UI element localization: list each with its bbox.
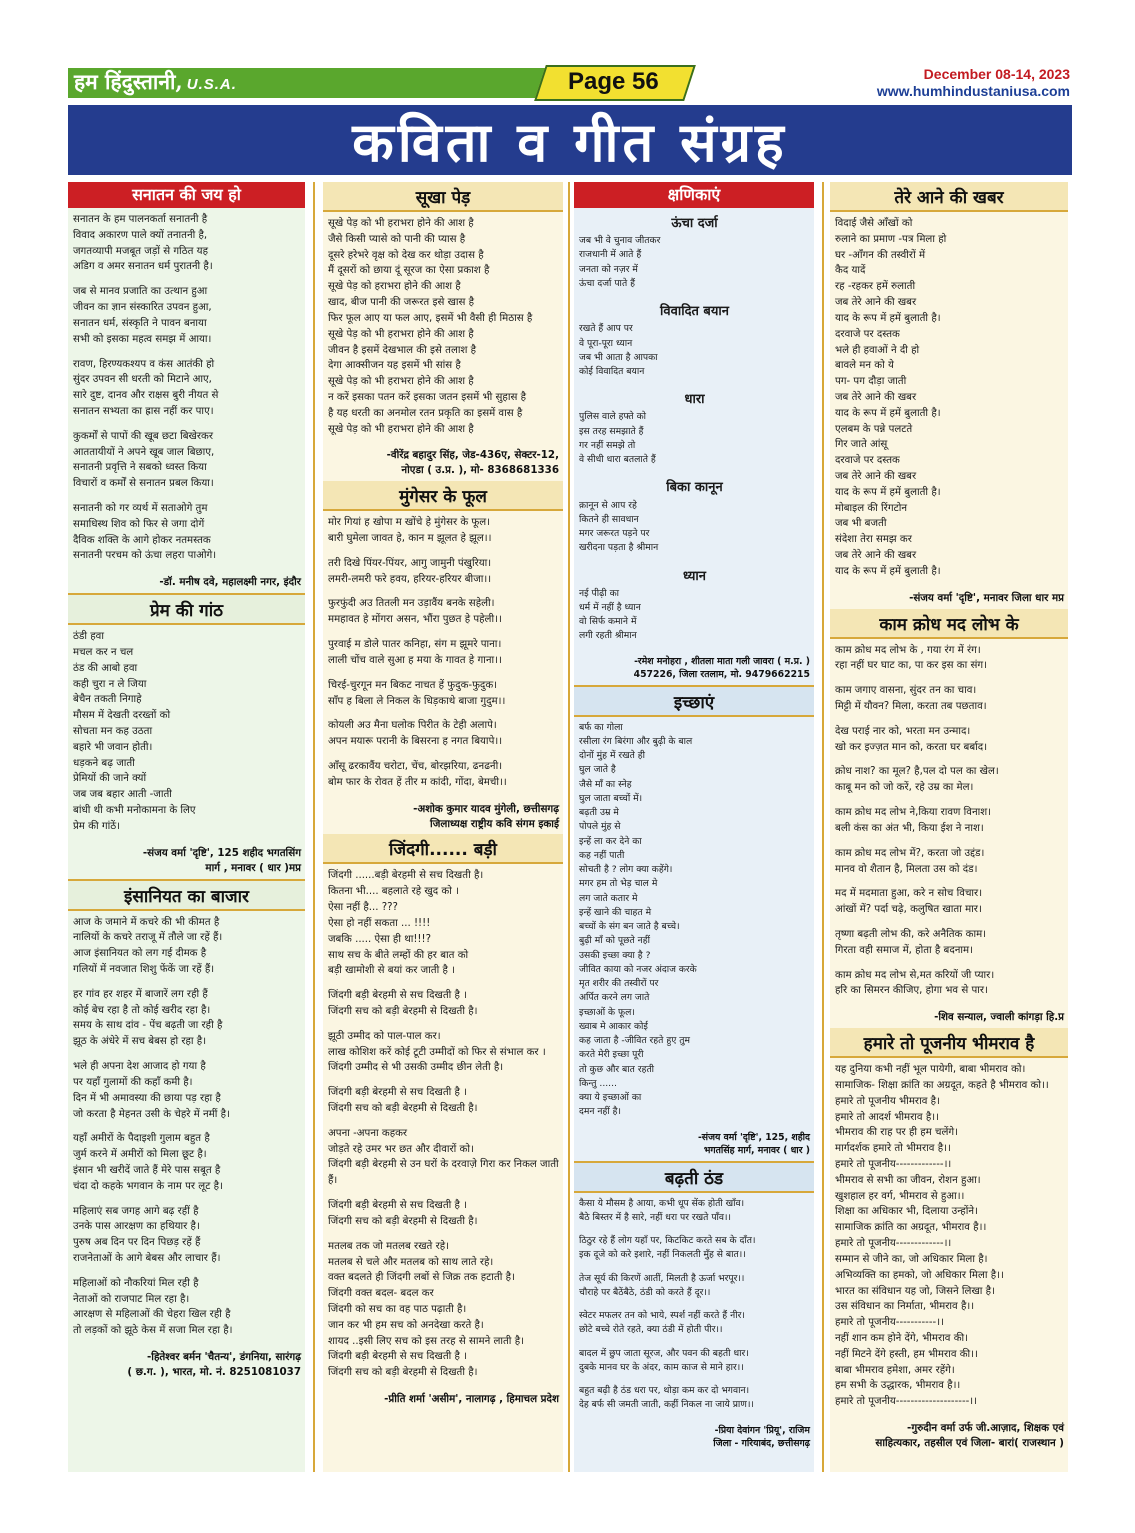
section-title: कविता व गीत संग्रह — [352, 111, 788, 174]
poem-title: सूखा पेड़ — [323, 182, 563, 212]
poem — [574, 1161, 814, 1454]
poem-body — [574, 717, 814, 1131]
poem — [68, 208, 305, 593]
poem-body — [574, 1193, 814, 1424]
poem-stanza: क्रोध नाश? का मूल? है,पल दो पल का खेल। काबू मन को जो करें, रहे उम्र का मेल। — [835, 766, 999, 794]
poem-stanza: मतलब तक जो मतलब रखते रहे। मतलब से चले और मतलब को साथ लाते रहे। वक्त बदलते ही जिंदगी लबों से जिक्र तक हटाती है। जिंदगी वक्त बदल- बदल कर जिंदगी को सच का वह पाठ पढ़ाती है। जान कर भी हम सच को अनदेखा करते है। शायद ..इसी लिए सच को इस तरह से सामने लाती है। जिंदगी बड़ी बेरहमी से सच दिखती है । जिंदगी सच को बड़ी बेरहमी से दिखती है। — [328, 1240, 524, 1379]
column-2 — [323, 182, 563, 1472]
poem-stanza: अपना -अपना कहकर जोड़ते रहे उमर भर छत और दीवारों को। जिंदगी बड़ी बेरहमी से उन घरों के दरवाज़े गिरा कर निकल जाती हैं। — [328, 1127, 559, 1187]
column-divider — [822, 182, 824, 1472]
short-poem-text: रखते हैं आप पर वे पूरा-पूरा ध्यान जब भी आता है आपका कोई विवादित बयान — [579, 323, 658, 378]
poem-stanza: ठंडी हवा मचल कर न चल ठंड की आबो हवा कही चुरा न ले जिया बेचैन तकती निगाहे मौसम में देखती दरख्तों को सोचता मन कह उठता बहारे भी जवान होती। धड़कने बढ़ जाती प्रेमियों की जाने क्यों जब जब बहार आती -जाती बांधी थी कभी मनोकामना के लिए प्रेम की गांठें। — [73, 631, 196, 832]
poem — [574, 685, 814, 1161]
poem-stanza: काम जगाए वासना, सुंदर तन का चाव। मिट्टी में यौवन? मिला, करता तब पछताव। — [835, 685, 987, 713]
poem-stanza: यहाँ अमीरों के पैदाइशी गुलाम बहुत है जुर्म करने में अमीरों को मिला छूट है। इंसान भी खरीदें जाते हैं मेरे पास सबूत है चंदा दो कहके भगवान के नाम पर लूट है। — [73, 1133, 223, 1192]
short-poem-title: धारा — [684, 392, 705, 408]
poem-body — [323, 511, 563, 801]
short-poem-text: पुलिस वाले हफ्ते को इस तरह समझाते हैं गर नहीं समझे तो वे सीधी धारा बतलाते हैं — [579, 411, 656, 466]
poem-stanza: सूखे पेड़ को भी हराभरा होने की आश है जैसे किसी प्यासे को पानी की प्यास है दूसरे हरेभरे वृक्ष को देख कर थोड़ा उदास है मैं दूसरों को छाया दूं सूरज का ऐसा प्रकाश है सूखे पेड़ को हराभरा होने की आश है खाद, बीज पानी की जरूरत इसे खास है फिर फूल आए या फल आए, इसमें भी वैसी ही मिठास है सूखे पेड़ को भी हराभरा होने की आश है जीवन है इसमें देखभाल की इसे तलाश है देगा आक्सीजन यह इसमें भी सांस है सूखे पेड़ को भी हराभरा होने की आश है न करें इसका पतन करें इसका जतन इसमें भी सुहास है है यह धरती का अनमोल रतन प्रकृति का इसमें वास है सूखे पेड़ को भी हराभरा होने की आश है — [328, 218, 533, 435]
poem-stanza: काम क्रोध मद लोभ में?, करता जो उद्दंड। मानव वो शैतान है, मिलता उस को दंड। — [835, 847, 985, 875]
short-poem-text: नई पीढ़ी का धर्म में नहीं है ध्यान वो सिर्फ कमाने में लगी रहती श्रीमान — [579, 587, 641, 642]
poem-body — [323, 212, 563, 448]
short-poem-text: जब भी वे चुनाव जीतकर राजधानी में आते हैं जनता को नज़र में ऊंचा दर्जा पाते हैं — [579, 235, 661, 289]
brand-logo — [74, 68, 237, 96]
poem-body — [68, 911, 305, 1351]
poem-stanza: काम क्रोध मद लोभ से,मत करियों जी प्यार। हरि का सिमरन कीजिए, होगा भव से पार। — [835, 969, 995, 997]
poem-title: बढ़ती ठंड — [574, 1161, 814, 1193]
poem-stanza: चिरई-चुरगून मन बिकट नाचत हें फुदुक-फुदुक। साँप ह बिला ले निकल के धिड़काथे बाजा गुदुम।। — [328, 679, 506, 707]
poem-title: हमारे तो पूजनीय भीमराव है — [830, 1028, 1068, 1058]
poem-body — [830, 639, 1068, 1011]
poem-body — [830, 212, 1068, 591]
poem-stanza: तरी दिखे पिंयर-पिंयर, आगु जामुनी पंखुरिया। लमरी-लमरी फरे हवय, हरियर-हरियर बीजा।। — [328, 557, 492, 585]
poem-stanza: तृष्णा बढ़ती लोभ की, करे अनैतिक काम। गिरता वही समाज में, होता है बदनाम। — [835, 928, 987, 956]
poem-author: -रमेश मनोहरा , शीतला माता गली जावरा ( म.प्र. ) 457226, जिला रतलाम, मो. 9479662215 — [633, 655, 810, 681]
poem-title: मुंगेसर के फूल — [323, 481, 563, 511]
column-heading: क्षणिकाएं — [574, 182, 814, 208]
brand-suffix: U.S.A. — [186, 76, 237, 93]
poem-stanza: स्वेटर मफलर तन को भाये, स्पर्श नहीं करते हैं नीर। छोटे बच्चे रोते रहते, क्या ठंडी में होती पीर।। — [579, 1310, 745, 1336]
poem-author: -प्रिया देवांगन 'प्रियू', राजिम जिला - गरियाबंद, छत्तीसगढ़ — [713, 1424, 810, 1450]
poem-author: -अशोक कुमार यादव मुंगेली, छत्तीसगढ़ जिलाध्यक्ष राष्ट्रीय कवि संगम इकाई — [413, 802, 559, 830]
poem-author: -शिव सन्याल, ज्वाली कांगड़ा हि.प्र — [934, 1011, 1064, 1024]
poem — [323, 481, 563, 834]
poem-stanza: देख पराई नार को, भरता मन उन्माद। खो कर इज्ज़त मान को, करता घर बर्बाद। — [835, 725, 988, 753]
short-poem-text: क़ानून से आप रहे कितने ही सावधान मगर जरूरत पड़ने पर खरीदना पड़ता है श्रीमान — [579, 499, 659, 554]
poem-body — [323, 864, 563, 1392]
poem-stanza: आँसू ढरकावैंय चरोटा, चेंच, बोरझरिया, ढनढनी। बोम फार के रोवत हें तीर म कांदी, गोंदा, बेमची।। — [328, 760, 507, 788]
poem — [574, 208, 814, 685]
poem-author: -डॉ. मनीष दवे, महालक्ष्मी नगर, इंदौर — [159, 576, 301, 589]
poem — [68, 879, 305, 1383]
poem-stanza: महिलाओं को नौकरियां मिल रही है नेताओं को राजपाट मिल रहा है। आरक्षण से महिलाओं की चेहरा खिल रही है तो लड़कों को झूठे केस में सजा मिल रहा है। — [73, 1277, 233, 1337]
poem-stanza: यह दुनिया कभी नहीं भूल पायेगी, बाबा भीमराव को। सामाजिक- शिक्षा क्रांति का अग्रदूत, कहते है भीमराव को।। हमारे तो पूजनीय भीमराव है। हमारे तो आदर्श भीमराव है।। भीमराव की राह पर ही हम चलेंगे। मार्गदर्शक हमारे तो भीमराव है।। हमारे तो पूजनीय-------------।। भीमराव से सभी का जीवन, रोशन हुआ। खुशहाल हर वर्ग, भीमराव से हुआ।। शिक्षा का अधिकार भी, दिलाया उन्होंने। सामाजिक क्रांति का अग्रदूत, भीमराव है।। हमारे तो पूजनीय-------------।। सम्मान से जीने का, जो अधिकार मिला है। अभिव्यक्ति का हमको, जो अधिकार मिला है।। भारत का संविधान यह जो, जिसने लिखा है। उस संविधान का निर्माता, भीमराव है।। हमारे तो पूजनीय-----------।। नहीं शान कम होने देंगे, भीमराव की। नहीं मिटने देंगे हस्ती, हम भीमराव की।। बाबा भीमराव हमेशा, अमर रहेंगे। हम सभी के उद्धारक, भीमराव है।। हमारे तो पूजनीय--------------------।। — [835, 1064, 1049, 1408]
poem-author: -प्रीति शर्मा 'असीम', नालागढ़ , हिमाचल प्रदेश — [384, 1393, 559, 1405]
short-poem-title: ध्यान — [682, 568, 706, 584]
column-heading: सनातन की जय हो — [68, 182, 305, 208]
short-poem-title: ऊंचा दर्जा — [671, 216, 718, 231]
short-poem-title: विवादित बयान — [660, 304, 729, 320]
poem-author: -संजय वर्मा 'दृष्टि', 125 शहीद भगतसिंग मार्ग , मनावर ( धार )मप्र — [142, 846, 301, 874]
poem — [323, 182, 563, 481]
poem-stanza: जिंदगी बड़ी बेरहमी से सच दिखती है । जिंदगी सच को बड़ी बेरहमी से दिखती है। — [328, 1087, 478, 1114]
poem-stanza: तेज सूर्य की किरणें आतीं, मिलती है ऊर्जा भरपूर।। चौराहे पर बैठेंबैठे, ठंडी को करते हैं दूर।। — [579, 1272, 745, 1298]
poem-stanza: सनातन के हम पालनकर्ता सनातनी है विवाद अकारण पाले क्यों तनातनी है, जगतव्यापी मजबूत जड़ों से गठित यह अडिग व अमर सनातन धर्म पुरातनी है। — [73, 214, 213, 273]
poem-stanza: फुरफुंदी अउ तितली मन उड़ावैंय बनके सहेली। ममहावत हे मोंगरा असन, भौंरा पुछत हे पहेली।। — [328, 598, 502, 626]
poem-body — [574, 208, 814, 655]
poem-author: -हितेश्वर बर्मन 'चैतन्य', डंगनिया, सारंगढ़ ( छ.ग. ), भारत, मो. नं. 8251081037 — [127, 1351, 301, 1378]
poem-title: तेरे आने की खबर — [830, 182, 1068, 212]
column-divider — [568, 182, 570, 1472]
poem-title: जिंदगी...... बड़ी — [323, 834, 563, 864]
column-4 — [830, 182, 1068, 1472]
poem-stanza: बर्फ का गोला रसीला रंग बिरंगा और बुढ़ी के बाल दोनों मुंह में रखते ही घुल जाते है जैसे माँ का स्नेह घुल जाता बच्चों में। बढ़ती उम्र मे पोपले मुंह से इन्हें ला कर देने का कह नहीं पाती सोचती है ? लोग क्या कहेंगे। मगर हम तो भेड़ चाल मे लग जाते कतार मे इन्हें खाने की चाहत मे बच्चों के संग बन जाते है बच्चे। बुढ़ी माँ को पूछते नहीं उसकी इच्छा क्या है ? जीवित काया को नजर अंदाज करके मृत शरीर की तस्वीरों पर अर्पित करने लग जाते इच्छाओं के फूल। ख्वाब मे आकार कोई कह जाता है -जीवित रहते हुए तुम करते मेरी इच्छा पूरी तो कुछ और बात रहती किन्तु ...... क्या ये इच्छाओं का दमन नहीं है। — [579, 721, 697, 1118]
poem-author: -संजय वर्मा 'दृष्टि', 125, शहीद भगतसिंह मार्ग, मनावर ( धार ) — [697, 1131, 810, 1157]
poem-stanza: काम क्रोध मद लोभ ने,किया रावण विनाश। बली कंस का अंत भी, किया ईश ने नाश। — [835, 807, 992, 834]
poem-stanza: मोर गियां ह खोपा म खोंचे हे मुंगेसर के फूल। बारी घुमेला जावत हे, कान म झूलत हे झूल।। — [328, 517, 492, 545]
poem-title: इंसानियत का बाजार — [68, 879, 305, 911]
poem-stanza: पुरवाई म डोले पातर कनिहा, संग म झूमरे पाना। लाली चोंच वाले सुआ ह मया के गावत हे गाना।। — [328, 639, 502, 666]
poem-stanza: बहुत बढ़ी है ठंड धरा पर, थोड़ा कम कर दो भगवान। देह बर्फ सी जमती जाती, कहीं निकल ना जाये प्राण।। — [579, 1385, 754, 1411]
poem-title: काम क्रोध मद लोभ के — [830, 609, 1068, 639]
poem-stanza: रावण, हिरण्यकश्यप व कंस आतंकी हो सुंदर उपवन सी धरती को मिटाने आए, सारे दुष्ट, दानव और राक्षस बुरी नीयत से सनातन सभ्यता का ह्रास नहीं कर पाए। — [73, 358, 219, 417]
poem — [830, 182, 1068, 609]
poem-stanza: कुकर्मों से पापों की खूब छटा बिखेरकर आततायीयों ने अपने खूब जाल बिछाए, सनातनी प्रवृत्ति ने सबको ध्वस्त किया विचारों व कर्मों से सनातन प्रबल किया। — [73, 430, 215, 490]
short-poem-title: बिका कानून — [666, 480, 723, 496]
poem — [323, 834, 563, 1409]
poem-stanza: झूठी उम्मीद को पाल-पाल कर। लाख कोशिश करें कोई टूटी उम्मीदों को फिर से संभाल कर । जिंदगी उम्मीद से भी उसकी उम्मीद छीन लेती है। — [328, 1030, 546, 1074]
poem-stanza: विदाई जैसे आँखों को रुलाने का प्रमाण -पत्र मिला हो घर -आँगन की तस्वीरों में कैद यादें रह -रहकर हमें रुलाती जब तेरे आने की खबर याद के रूप में हमें बुलाती है। दरवाजे पर दस्तक भले ही हवाओं ने दी हो बावले मन को ये पग- पग दौड़ा जाती जब तेरे आने की खबर याद के रूप में हमें बुलाती है। एलबम के पन्ने पलटते गिर जाते आंसू दरवाजे पर दस्तक जब तेरे आने की खबर याद के रूप में हमें बुलाती है। मोबाइल की रिंगटोन जब भी बजती संदेशा तेरा समझ कर जब तेरे आने की खबर याद के रूप में हमें बुलाती है। — [835, 218, 947, 577]
column-1 — [68, 182, 305, 1472]
poem-stanza: कैसा ये मौसम है आया, कभी धूप सेंक होती खाँव। बैठे बिस्तर में है सारे, नहीं धरा पर रखते पाँव।। — [579, 1197, 745, 1223]
poem-stanza: जिंदगी ......बड़ी बेरहमी से सच दिखती है। कितना भी.... बहलाते रहे खुद को । ऐसा नहीं है... ??? ऐसा हो नहीं सकता ... !!!! जबकि ..... ऐसा ही था!!!? साथ सच के बीते लम्हों की हर बात को बड़ी खामोशी से बयां कर जाती है । — [328, 870, 484, 977]
poem-stanza: मद में मदमाता हुआ, करे न सोच विचार। आंखों में? पर्दा चढ़े, कलुषित खाता मार। — [835, 888, 983, 916]
poem-stanza: आज के जमाने में कचरे की भी कीमत है नालियों के कचरे तराजू में तौले जा रहें हैं। आज इंसानियत को लग गई दीमक है गलियों में नवजात शिशु फेंकें जा रहें हैं। — [73, 916, 223, 976]
website-link[interactable]: www.humhindustaniusa.com — [876, 83, 1070, 99]
poem-body — [830, 1058, 1068, 1421]
poem-stanza: महिलाएं सब जगह आगे बढ़ रहीं है उनके पास आरक्षण का हथियार है। पुरुष अब दिन पर दिन पिछड़ रहें हैं राजनेताओं के आगे बेबस और लाचार हैं। — [73, 1205, 221, 1265]
poem-stanza: कोयली अउ मैना घलोक पिरीत के टेही अलापे। अपन मयारू परानी के बिसरना ह नगत बियापे।। — [328, 720, 503, 748]
page-number: Page 56 — [568, 68, 659, 95]
column-divider — [313, 182, 315, 1472]
poem-body — [68, 625, 305, 846]
masthead — [68, 64, 1072, 100]
poem — [830, 609, 1068, 1029]
poem-stanza: भले ही अपना देश आजाद हो गया है पर यहाँ गुलामों की कहाँ कमी है। दिन में भी अमावस्या की छाया पड़ रहा है जो करता है मेहनत उसी के चेहरे में नमीं है। — [73, 1061, 230, 1120]
poem-stanza: ठिठुर रहे हैं लोग यहाँ पर, किटकिट करते सब के दाँत। इक दूजे को करे इशारे, नहीं निकलती मुँह से बात।। — [579, 1235, 756, 1261]
poem-stanza: हर गांव हर शहर में बाजारें लग रही हैं कोई बेच रहा है तो कोई खरीद रहा है। समय के साथ दांव - पेंच बढ़ती जा रही है झूठ के अंधेरे में सच बेबस हो रहा है। — [73, 988, 223, 1048]
brand-name: हम हिंदुस्तानी, — [74, 69, 183, 94]
poem-title: इच्छाएं — [574, 685, 814, 717]
poem-body — [68, 208, 305, 575]
poem — [68, 593, 305, 878]
poem-author: -वीरेंद्र बहादुर सिंह, जेड-436ए, सेक्टर-12, नोएडा ( उ.प्र. ), मो- 8368681336 — [386, 449, 559, 477]
poem-title: प्रेम की गांठ — [68, 593, 305, 625]
poem-author: -संजय वर्मा 'दृष्टि', मनावर जिला धार मप्र — [909, 591, 1064, 604]
poem-author: -गुरुदीन वर्मा उर्फ जी.आज़ाद, शिक्षक एवं साहित्यकार, तहसील एवं जिला- बारां( राजस्थान ) — [875, 1422, 1064, 1449]
poem-stanza: जिंदगी बड़ी बेरहमी से सच दिखती है । जिंदगी सच को बड़ी बेरहमी से दिखती है। — [328, 1200, 478, 1227]
section-banner — [68, 105, 1072, 175]
poem-stanza: जब से मानव प्रजाति का उत्थान हुआ जीवन का ज्ञान संस्कारित उपवन हुआ, सनातन धर्म, संस्कृति ने पावन बनाया सभी को इसका महत्व समझ में आया। — [73, 286, 212, 345]
poem-stanza: सनातनी को गर व्यर्थ में सताओगे तुम समाधिस्थ शिव को फिर से जगा दोगें दैविक शक्ति के आगे होकर नतमस्तक सनातनी परचम को ऊंचा लहरा पाओगे। — [73, 503, 217, 562]
column-3 — [574, 182, 814, 1472]
poem-stanza: बादल में छुप जाता सूरज, और पवन की बहती धार। दुबके मानव घर के अंदर, काम काज से माने हार।। — [579, 1347, 749, 1373]
poem-stanza: काम क्रोध मद लोभ के , गया रंग में रंग। रहा नहीं घर घाट का, पा कर इस का संग। — [835, 644, 987, 672]
poem — [830, 1028, 1068, 1454]
issue-date: December 08-14, 2023 — [923, 66, 1070, 82]
poem-stanza: जिंदगी बड़ी बेरहमी से सच दिखती है । जिंदगी सच को बड़ी बेरहमी से दिखती है। — [328, 990, 478, 1017]
